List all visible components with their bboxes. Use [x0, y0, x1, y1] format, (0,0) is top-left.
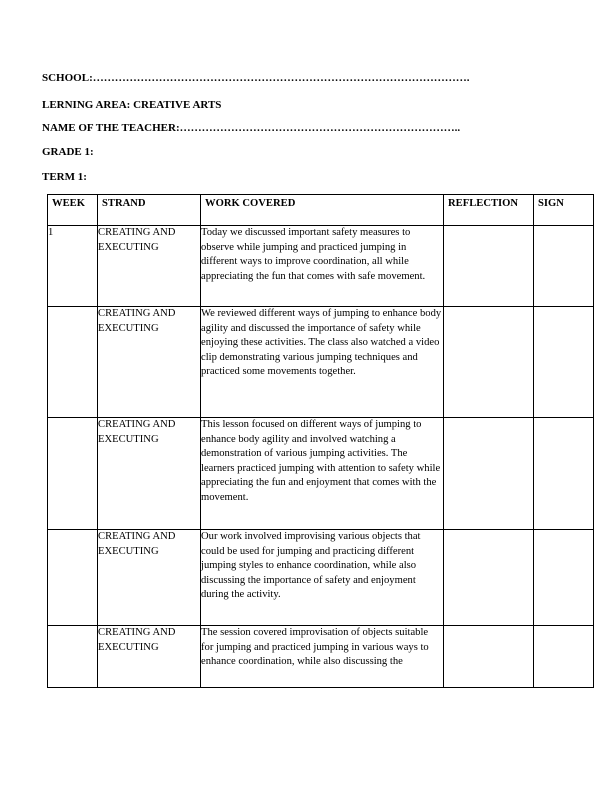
week-cell [48, 307, 98, 418]
table-row [48, 418, 594, 530]
sign-cell[interactable] [534, 307, 594, 418]
strand-cell: CREATING AND EXECUTING [98, 226, 201, 307]
column-header-sign: SIGN [534, 195, 594, 226]
table-row [48, 530, 594, 626]
work-covered-cell: Our work involved improvising various objects that could be used for jumping and practicing different jumping styles to enhance coordination, while also discussing the importance of safety and enjoyment during the activity. [201, 530, 444, 626]
reflection-cell[interactable] [444, 307, 534, 418]
reflection-cell[interactable] [444, 226, 534, 307]
work-covered-cell: The session covered improvisation of objects suitable for jumping and practiced jumping in various ways to enhance coordination, while also discussing the [201, 626, 444, 688]
column-header-strand: STRAND [98, 195, 201, 226]
table-header-row [48, 195, 594, 226]
table-row [48, 226, 594, 307]
term-line: TERM 1: [42, 171, 87, 183]
table-row [48, 307, 594, 418]
strand-cell: CREATING AND EXECUTING [98, 307, 201, 418]
work-covered-cell: We reviewed different ways of jumping to enhance body agility and discussed the importance of safety while enjoying these activities. The class also watched a video clip demonstrating various jumping techniques and practiced some movements together. [201, 307, 444, 418]
week-cell [48, 626, 98, 688]
strand-cell: CREATING AND EXECUTING [98, 530, 201, 626]
learning-area-line: LERNING AREA: CREATIVE ARTS [42, 99, 222, 111]
reflection-cell[interactable] [444, 418, 534, 530]
scheme-of-work-table [47, 194, 594, 688]
work-covered-cell: This lesson focused on different ways of jumping to enhance body agility and involved watching a demonstration of various jumping activities. The learners practiced jumping with attention to safety while appreciating the fun and enjoyment that comes with the movement. [201, 418, 444, 530]
grade-line: GRADE 1: [42, 146, 94, 158]
school-line: SCHOOL:…………………………………………………………………………………………. [42, 72, 470, 84]
sign-cell[interactable] [534, 530, 594, 626]
sign-cell[interactable] [534, 226, 594, 307]
strand-cell: CREATING AND EXECUTING [98, 626, 201, 688]
week-cell [48, 530, 98, 626]
week-cell [48, 418, 98, 530]
sign-cell[interactable] [534, 418, 594, 530]
column-header-week: WEEK [48, 195, 98, 226]
reflection-cell[interactable] [444, 530, 534, 626]
strand-cell: CREATING AND EXECUTING [98, 418, 201, 530]
sign-cell[interactable] [534, 626, 594, 688]
teacher-name-line: NAME OF THE TEACHER:………………………………………………………………….. [42, 122, 461, 134]
week-cell: 1 [48, 226, 98, 307]
work-covered-cell: Today we discussed important safety measures to observe while jumping and practiced jumping in different ways to improve coordination, all while appreciating the fun that comes with safe movement. [201, 226, 444, 307]
table-row [48, 626, 594, 688]
column-header-reflection: REFLECTION [444, 195, 534, 226]
column-header-work-covered: WORK COVERED [201, 195, 444, 226]
reflection-cell[interactable] [444, 626, 534, 688]
